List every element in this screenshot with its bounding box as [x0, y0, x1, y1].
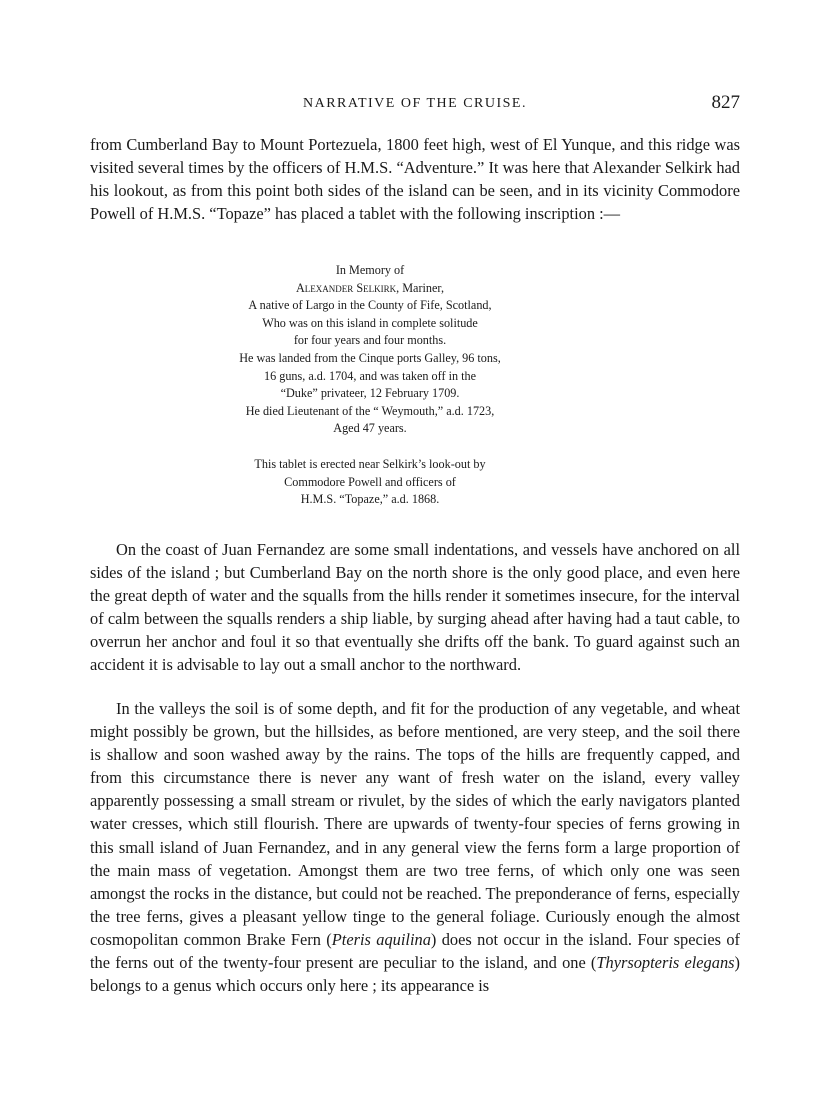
species-name-pteris: Pteris aquilina — [331, 929, 431, 949]
inscription-line-1: In Memory of — [335, 263, 405, 277]
tablet-note-line-1: This tablet is erected near Selkirk’s look-out by — [254, 457, 486, 471]
tablet-note — [170, 456, 570, 509]
species-name-thyrsopteris: Thyrsopteris elegans — [596, 953, 735, 973]
inscription-line-4: Who was on this island in complete solitude — [262, 315, 478, 330]
inscription-line-6: He was landed from the Cinque ports Galley, 96 tons, — [239, 350, 501, 365]
paragraph-3-part-1: In the valleys the soil is of some depth, and fit for the production of any vegetable, and wheat might possibly be grown, but the hillsides, as before mentioned, are very steep, and the soil there is shallow and soon washed away by the rains. The tops of the hills are frequently capped, and from this circumstance there is never any want of fresh water on the island, every valley apparently possessing a small stream or rivulet, by the sides of which the early navigators planted water cresses, which still flourish. There are upwards of twenty-four species of ferns growing in this small island of Juan Fernandez, and in any general view the ferns form a large proportion of the main mass of vegetation. Amongst them are two tree ferns, of which only one was seen amongst the rocks in the distance, but could not be reached. The preponderance of ferns, especially the tree ferns, gives a pleasant yellow tinge to the general foliage. Curiously enough the almost cosmopolitan common Brake Fern ( — [90, 699, 740, 949]
inscription-name-suffix: , Mariner, — [396, 280, 445, 295]
inscription-line-9: He died Lieutenant of the “ Weymouth,” a.d. 1723, — [245, 403, 495, 418]
inscription-name: Alexander Selkirk — [295, 280, 397, 295]
tablet-note-line-2: Commodore Powell and officers of — [284, 474, 456, 489]
inscription-line-8: “Duke” privateer, 12 February 1709. — [280, 386, 460, 401]
paragraph-3-part-3: ) belongs to a genus which occurs only here ; its appearance is — [90, 953, 740, 996]
inscription-line-2 — [170, 280, 570, 298]
paragraph-3 — [90, 697, 740, 997]
page-number: 827 — [711, 92, 740, 113]
inscription-line-10: Aged 47 years. — [333, 421, 407, 436]
inscription-line-5: for four years and four months. — [293, 333, 447, 348]
paragraph-2: On the coast of Juan Fernandez are some small indentations, and vessels have anchored on all sides of the island ; but Cumberland Bay on the north shore is the only good place, and even here the great depth of water and the squalls from the hills render it sometimes insecure, for the interval of calm between the squalls renders a ship liable, by surging ahead after having had a taut cable, to overrun her anchor and foul it so that eventually she drifts off the bank. To guard against such an accident it is advisable to lay out a small anchor to the northward. — [90, 540, 740, 675]
memorial-inscription — [170, 262, 570, 438]
tablet-note-line-3: H.M.S. “Topaze,” a.d. 1868. — [300, 492, 440, 507]
inscription-line-7: 16 guns, a.d. 1704, and was taken off in the — [263, 368, 476, 383]
running-header — [90, 92, 740, 116]
inscription-line-3: A native of Largo in the County of Fife, Scotland, — [248, 298, 492, 313]
paragraph-1: from Cumberland Bay to Mount Portezuela, 1800 feet high, west of El Yunque, and this ridge was visited several times by the officers of H.M.S. “Adventure.” It was here that Alexander Selkirk had his lookout, as from this point both sides of the island can be seen, and in its vicinity Commodore Powell of H.M.S. “Topaze” has placed a tablet with the following inscription :— — [90, 135, 740, 224]
paragraph-3-part-2: ) does not occur in the island. Four species of the ferns out of the twenty-four present are peculiar to the island, and one ( — [90, 929, 740, 973]
running-title: NARRATIVE OF THE CRUISE. — [303, 96, 527, 111]
